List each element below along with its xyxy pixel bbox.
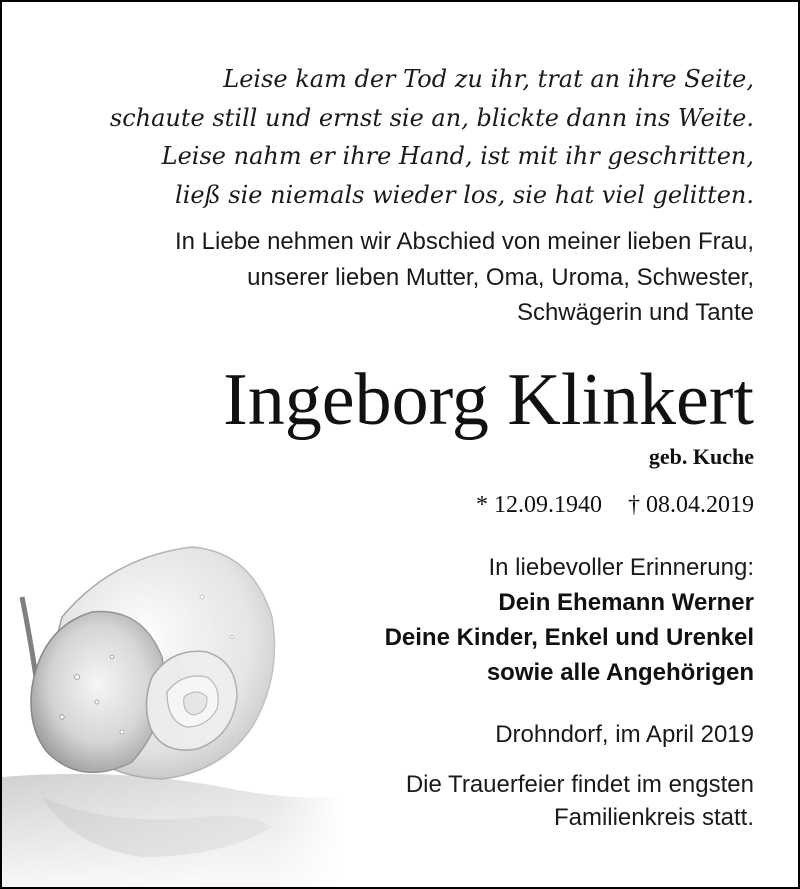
life-dates	[476, 490, 754, 520]
poem-line: Leise nahm er ihre Hand, ist mit ihr geschritten,	[161, 142, 754, 170]
mourner-line: sowie alle Angehörigen	[486, 659, 754, 686]
poem-verse	[110, 60, 754, 214]
poem-line: ließ sie niemals wieder los, sie hat viel gelitten.	[175, 180, 754, 209]
poem-line: schaute still und ernst sie an, blickte dann ins Weite.	[109, 103, 754, 132]
mourners-list	[385, 550, 754, 690]
mourner-line: Deine Kinder, Enkel und Urenkel	[384, 624, 754, 651]
funeral-line: Familienkreis statt.	[553, 804, 754, 831]
funeral-note	[406, 768, 754, 834]
mourner-line: Dein Ehemann Werner	[498, 589, 754, 616]
intro-line: Schwägerin und Tante	[516, 299, 754, 326]
rose-icon	[2, 527, 342, 887]
mourners-lead: In liebevoller Erinnerung:	[488, 554, 754, 581]
poem-line: Leise kam der Tod zu ihr, trat an ihre Seite,	[223, 65, 754, 93]
intro-line: unserer lieben Mutter, Oma, Uroma, Schwester,	[247, 263, 754, 291]
intro-line: In Liebe nehmen wir Abschied von meiner lieben Frau,	[175, 228, 754, 255]
deceased-name: Ingeborg Klinkert	[223, 359, 754, 441]
funeral-line: Die Trauerfeier findet im engsten	[405, 771, 754, 798]
place-date: Drohndorf, im April 2019	[495, 721, 754, 748]
maiden-name: geb. Kuche	[648, 444, 754, 469]
birth-date: * 12.09.1940	[476, 492, 602, 518]
death-date: † 08.04.2019	[628, 492, 754, 518]
farewell-intro	[175, 224, 754, 331]
